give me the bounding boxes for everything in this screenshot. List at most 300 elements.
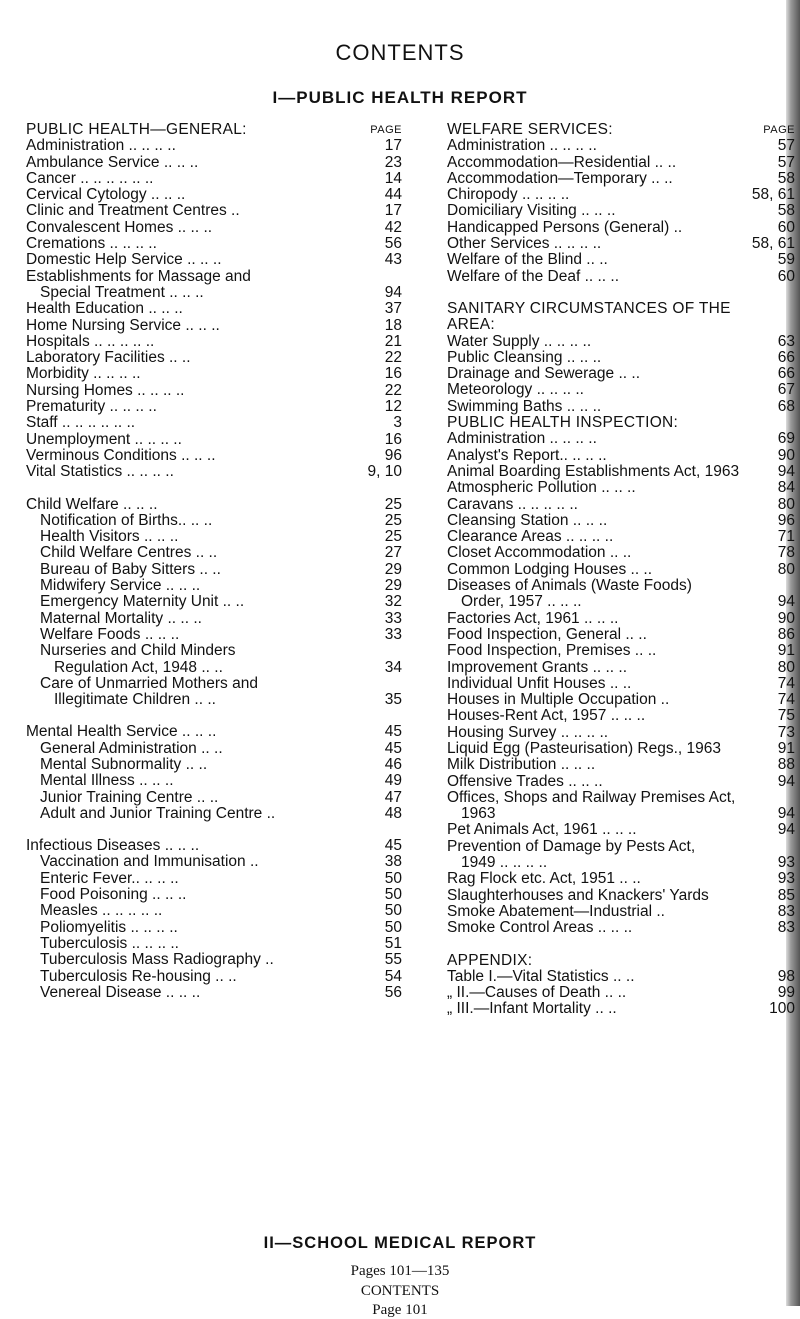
toc-page-number: 14 [384, 169, 402, 187]
toc-page-number: 60 [777, 267, 795, 285]
toc-entry [26, 545, 402, 561]
toc-section-heading [447, 415, 795, 431]
toc-page-number: 51 [384, 934, 402, 952]
toc-entry [26, 448, 402, 464]
toc-page-number: 25 [384, 495, 402, 513]
toc-page-number: 78 [777, 544, 795, 562]
toc-page-number: 16 [384, 365, 402, 383]
toc-entry [447, 643, 795, 659]
toc-entry-label: Pet Animals Act, 1961 .. .. .. [447, 821, 637, 839]
toc-entry [447, 350, 795, 366]
toc-entry-label: Diseases of Animals (Waste Foods) [447, 577, 692, 595]
toc-section-heading [447, 953, 795, 969]
toc-entry [447, 839, 795, 855]
toc-entry [26, 366, 402, 382]
toc-entry [26, 724, 402, 740]
toc-entry-label: Cancer .. .. .. .. .. .. [26, 169, 154, 187]
toc-entry-label: Other Services .. .. .. .. [447, 235, 602, 253]
toc-entry-label: Infectious Diseases .. .. .. [26, 837, 200, 855]
toc-entry-label: Swimming Baths .. .. .. [447, 397, 602, 415]
toc-entry-label: Accommodation—Temporary .. .. [447, 169, 673, 187]
toc-entry [26, 871, 402, 887]
part-one-heading: I—PUBLIC HEALTH REPORT [272, 88, 528, 107]
toc-entry-label: Cremations .. .. .. .. [26, 235, 157, 253]
part-two-page-ref: Page 101 [372, 1302, 428, 1318]
toc-entry [447, 790, 795, 806]
toc-page-number: 22 [384, 381, 402, 399]
toc-page-number: 43 [384, 251, 402, 269]
toc-entry [26, 269, 402, 285]
toc-entry-label: Food Inspection, General .. .. [447, 625, 647, 643]
toc-entry-label: General Administration .. .. [40, 739, 223, 757]
toc-entry [447, 904, 795, 920]
toc-page-number: 84 [777, 479, 795, 497]
toc-entry-label: Morbidity .. .. .. .. [26, 365, 141, 383]
toc-page-number: 57 [777, 153, 795, 171]
toc-entry-label: Offices, Shops and Railway Premises Act, [447, 788, 736, 806]
toc-entry [26, 741, 402, 757]
toc-page-number: 50 [384, 918, 402, 936]
toc-page-number: 16 [384, 430, 402, 448]
toc-entry [447, 1001, 795, 1017]
toc-entry [26, 318, 402, 334]
toc-entry [26, 383, 402, 399]
toc-page-number: 46 [384, 755, 402, 773]
toc-entry-label: APPENDIX: [447, 951, 533, 969]
page-column-header: PAGE [763, 124, 795, 136]
toc-page-number: 75 [777, 707, 795, 725]
toc-entry [26, 171, 402, 187]
toc-section-heading [26, 122, 402, 138]
toc-entry-label: Domestic Help Service .. .. .. [26, 251, 222, 269]
toc-entry-label: Welfare Foods .. .. .. [40, 625, 180, 643]
toc-entry [26, 285, 402, 301]
toc-entry-label: Clearance Areas .. .. .. .. [447, 528, 614, 546]
toc-page-number: 98 [777, 967, 795, 985]
toc-entry [447, 220, 795, 236]
toc-page-number: 58 [777, 202, 795, 220]
toc-page-number: 47 [384, 788, 402, 806]
toc-entry [26, 252, 402, 268]
toc-entry-label: Closet Accommodation .. .. [447, 544, 632, 562]
toc-page-number: 66 [777, 348, 795, 366]
page-title: CONTENTS [335, 40, 465, 65]
toc-entry-label: Emergency Maternity Unit .. .. [40, 593, 245, 611]
toc-entry [26, 757, 402, 773]
toc-page-number: 94 [777, 462, 795, 480]
toc-entry-label: Maternal Mortality .. .. .. [40, 609, 202, 627]
toc-entry [447, 464, 795, 480]
toc-entry-label: Smoke Abatement—Industrial .. [447, 902, 665, 920]
toc-entry-label: Child Welfare Centres .. .. [40, 544, 218, 562]
toc-entry [447, 676, 795, 692]
toc-entry-label: Illegitimate Children .. .. [54, 691, 216, 709]
toc-entry [447, 497, 795, 513]
toc-entry [447, 692, 795, 708]
toc-entry [447, 431, 795, 447]
toc-entry-label: Verminous Conditions .. .. .. [26, 446, 216, 464]
toc-entry-label: Poliomyelitis .. .. .. .. [40, 918, 178, 936]
toc-entry [447, 611, 795, 627]
toc-entry [26, 155, 402, 171]
toc-entry-label: Welfare of the Blind .. .. [447, 251, 608, 269]
toc-page-number: 91 [777, 739, 795, 757]
toc-entry [26, 692, 402, 708]
toc-page-number: 74 [777, 674, 795, 692]
toc-entry [447, 252, 795, 268]
toc-entry-label: Home Nursing Service .. .. .. [26, 316, 220, 334]
toc-page-number: 93 [777, 870, 795, 888]
toc-entry [447, 236, 795, 252]
toc-entry [447, 382, 795, 398]
toc-entry [26, 838, 402, 854]
toc-entry [447, 155, 795, 171]
toc-page-number: 94 [777, 772, 795, 790]
toc-page-number: 96 [777, 511, 795, 529]
toc-entry [447, 969, 795, 985]
toc-entry-label: PUBLIC HEALTH INSPECTION: [447, 414, 679, 432]
page-column-header: PAGE [370, 124, 402, 136]
toc-entry [26, 464, 402, 480]
toc-entry-label: 1963 [461, 805, 496, 823]
toc-entry-label: Junior Training Centre .. .. [40, 788, 219, 806]
toc-entry-label: Meteorology .. .. .. .. [447, 381, 584, 399]
toc-entry-label: 1949 .. .. .. .. [461, 854, 548, 872]
toc-page-number: 58, 61 [751, 186, 795, 204]
toc-page-number: 49 [384, 772, 402, 790]
toc-page-number: 17 [384, 202, 402, 220]
toc-page-number: 25 [384, 511, 402, 529]
toc-page-number: 59 [777, 251, 795, 269]
toc-entry-label: Drainage and Sewerage .. .. [447, 365, 641, 383]
toc-entry-label: Prevention of Damage by Pests Act, [447, 837, 696, 855]
toc-page-number: 73 [777, 723, 795, 741]
toc-page-number: 69 [777, 430, 795, 448]
toc-entry-label: Regulation Act, 1948 .. .. [54, 658, 223, 676]
toc-entry-label: Measles .. .. .. .. .. [40, 902, 163, 920]
toc-entry [26, 220, 402, 236]
toc-entry [26, 887, 402, 903]
toc-page-number: 55 [384, 951, 402, 969]
toc-entry-label: Mental Illness .. .. .. [40, 772, 174, 790]
toc-entry [447, 920, 795, 936]
toc-page-number: 58 [777, 169, 795, 187]
toc-entry [447, 171, 795, 187]
toc-entry-label: Venereal Disease .. .. .. [40, 983, 201, 1001]
toc-entry [26, 529, 402, 545]
toc-entry [26, 611, 402, 627]
toc-entry [26, 903, 402, 919]
toc-entry-label: Prematurity .. .. .. .. [26, 398, 157, 416]
toc-page-number: 96 [384, 446, 402, 464]
toc-page-number: 29 [384, 577, 402, 595]
toc-entry-label: „ III.—Infant Mortality .. .. [447, 1000, 617, 1018]
toc-page-number: 37 [384, 300, 402, 318]
toc-entry-label: Factories Act, 1961 .. .. .. [447, 609, 619, 627]
toc-entry [26, 627, 402, 643]
toc-entry [447, 725, 795, 741]
toc-page-number: 85 [777, 886, 795, 904]
toc-entry [447, 545, 795, 561]
toc-entry-label: Improvement Grants .. .. .. [447, 658, 628, 676]
part-two-heading: II—SCHOOL MEDICAL REPORT [263, 1234, 537, 1252]
toc-entry-label: Enteric Fever.. .. .. .. [40, 869, 179, 887]
toc-page-number: 99 [777, 984, 795, 1002]
toc-page-number: 88 [777, 756, 795, 774]
toc-entry-label: Handicapped Persons (General) .. [447, 218, 683, 236]
toc-entry-label: Administration .. .. .. .. [26, 137, 176, 155]
toc-entry-label: Water Supply .. .. .. .. [447, 332, 592, 350]
toc-entry [447, 627, 795, 643]
toc-entry [26, 203, 402, 219]
toc-entry [447, 187, 795, 203]
toc-page-number: 90 [777, 609, 795, 627]
toc-entry [447, 334, 795, 350]
toc-entry [26, 643, 402, 659]
toc-entry [26, 236, 402, 252]
toc-entry-label: Vaccination and Immunisation .. [40, 853, 259, 871]
toc-entry [447, 708, 795, 724]
toc-entry-label: Tuberculosis Mass Radiography .. [40, 951, 274, 969]
toc-entry-label: Food Poisoning .. .. .. [40, 886, 187, 904]
toc-section-heading [447, 122, 795, 138]
toc-page-number: 80 [777, 658, 795, 676]
toc-entry-label: Ambulance Service .. .. .. [26, 153, 199, 171]
toc-entry [26, 660, 402, 676]
toc-page-number: 38 [384, 853, 402, 871]
toc-entry [26, 985, 402, 1001]
toc-entry-label: Mental Health Service .. .. .. [26, 723, 217, 741]
toc-entry [447, 871, 795, 887]
toc-page-number: 66 [777, 365, 795, 383]
toc-entry [447, 269, 795, 285]
toc-entry [447, 806, 795, 822]
toc-page-number: 94 [777, 821, 795, 839]
toc-page-number: 71 [777, 528, 795, 546]
toc-right-column [447, 122, 795, 1018]
toc-entry-label: Chiropody .. .. .. .. [447, 186, 570, 204]
toc-entry [26, 854, 402, 870]
toc-entry [447, 660, 795, 676]
toc-page-number: 21 [384, 332, 402, 350]
toc-entry-label: Special Treatment .. .. .. [40, 283, 204, 301]
toc-entry-label: Milk Distribution .. .. .. [447, 756, 596, 774]
toc-page-number: 18 [384, 316, 402, 334]
toc-entry-label: Houses-Rent Act, 1957 .. .. .. [447, 707, 646, 725]
toc-entry-label: Order, 1957 .. .. .. [461, 593, 582, 611]
toc-page-number: 67 [777, 381, 795, 399]
toc-entry-label: Individual Unfit Houses .. .. [447, 674, 632, 692]
toc-page-number: 50 [384, 886, 402, 904]
toc-entry [26, 773, 402, 789]
toc-entry-label: Welfare of the Deaf .. .. .. [447, 267, 620, 285]
toc-page-number: 45 [384, 723, 402, 741]
toc-entry-label: Child Welfare .. .. .. [26, 495, 158, 513]
toc-entry [26, 594, 402, 610]
toc-entry [447, 985, 795, 1001]
toc-entry-label: Hospitals .. .. .. .. .. [26, 332, 155, 350]
toc-page-number: 17 [384, 137, 402, 155]
toc-entry [447, 822, 795, 838]
toc-page-number: 22 [384, 349, 402, 367]
toc-entry [26, 432, 402, 448]
toc-entry-label: Analyst's Report.. .. .. .. [447, 446, 607, 464]
toc-page-number: 57 [777, 137, 795, 155]
toc-page-number: 93 [777, 854, 795, 872]
toc-entry-label: Establishments for Massage and [26, 267, 251, 285]
toc-entry-label: Rag Flock etc. Act, 1951 .. .. [447, 870, 641, 888]
toc-entry-label: Animal Boarding Establishments Act, 1963 [447, 462, 740, 480]
toc-entry [447, 594, 795, 610]
toc-entry [447, 741, 795, 757]
toc-page-number: 58, 61 [751, 235, 795, 253]
toc-entry [447, 774, 795, 790]
toc-entry-label: Convalescent Homes .. .. .. [26, 218, 213, 236]
toc-entry-label: Cervical Cytology .. .. .. [26, 186, 186, 204]
section-spacer [26, 481, 402, 497]
toc-page-number: 86 [777, 625, 795, 643]
toc-entry [447, 888, 795, 904]
toc-page-number: 94 [777, 593, 795, 611]
toc-entry-label: Liquid Egg (Pasteurisation) Regs., 1963 [447, 739, 721, 757]
toc-page-number: 68 [777, 397, 795, 415]
toc-page-number: 12 [384, 398, 402, 416]
toc-entry-label: Midwifery Service .. .. .. [40, 577, 201, 595]
toc-page-number: 9, 10 [367, 463, 402, 481]
toc-entry [26, 415, 402, 431]
toc-page-number: 56 [384, 983, 402, 1001]
toc-page-number: 34 [384, 658, 402, 676]
toc-entry-label: Mental Subnormality .. .. [40, 755, 208, 773]
toc-entry [447, 138, 795, 154]
toc-entry-label: SANITARY CIRCUMSTANCES OF THE [447, 299, 731, 317]
toc-page-number: 100 [769, 1000, 795, 1018]
toc-page-number: 50 [384, 869, 402, 887]
toc-entry [26, 920, 402, 936]
toc-entry-label: Vital Statistics .. .. .. .. [26, 463, 174, 481]
toc-entry [447, 399, 795, 415]
toc-page-number: 3 [393, 414, 402, 432]
toc-entry-label: Cleansing Station .. .. .. [447, 511, 608, 529]
section-spacer [26, 822, 402, 838]
toc-entry [447, 578, 795, 594]
toc-entry [26, 578, 402, 594]
toc-entry-label: Domiciliary Visiting .. .. .. [447, 202, 616, 220]
toc-page-number: 83 [777, 902, 795, 920]
toc-page-number: 33 [384, 609, 402, 627]
section-spacer [26, 708, 402, 724]
toc-entry-label: Clinic and Treatment Centres .. [26, 202, 240, 220]
toc-page-number: 48 [384, 804, 402, 822]
toc-entry-label: Bureau of Baby Sitters .. .. [40, 560, 221, 578]
toc-entry-label: Adult and Junior Training Centre .. [40, 804, 276, 822]
toc-entry-label: Atmospheric Pollution .. .. .. [447, 479, 636, 497]
toc-entry [447, 529, 795, 545]
toc-entry [447, 562, 795, 578]
toc-page-number: 29 [384, 560, 402, 578]
toc-entry [26, 936, 402, 952]
toc-entry-label: Laboratory Facilities .. .. [26, 349, 191, 367]
toc-entry [26, 969, 402, 985]
toc-page-number: 33 [384, 625, 402, 643]
toc-entry-label: Caravans .. .. .. .. .. [447, 495, 578, 513]
toc-page-number: 83 [777, 919, 795, 937]
toc-entry-label: WELFARE SERVICES: [447, 121, 613, 138]
toc-entry-label: Housing Survey .. .. .. .. [447, 723, 609, 741]
toc-entry-label: Smoke Control Areas .. .. .. [447, 919, 633, 937]
toc-entry-label: Administration .. .. .. .. [447, 430, 597, 448]
toc-page-number: 63 [777, 332, 795, 350]
part-two-pages: Pages 101—135 [350, 1263, 450, 1279]
toc-page-number: 80 [777, 495, 795, 513]
toc-page-number: 80 [777, 560, 795, 578]
toc-entry-label: Unemployment .. .. .. .. [26, 430, 182, 448]
toc-entry [26, 138, 402, 154]
toc-page-number: 42 [384, 218, 402, 236]
toc-entry-label: Health Education .. .. .. [26, 300, 183, 318]
toc-entry [447, 480, 795, 496]
toc-entry-label: Care of Unmarried Mothers and [40, 674, 258, 692]
toc-page-number: 90 [777, 446, 795, 464]
toc-entry-label: „ II.—Causes of Death .. .. [447, 984, 627, 1002]
toc-entry-label: Notification of Births.. .. .. [40, 511, 213, 529]
part-two-contents-label: CONTENTS [360, 1283, 440, 1299]
toc-page-number: 50 [384, 902, 402, 920]
toc-entry-label: Slaughterhouses and Knackers' Yards [447, 886, 709, 904]
toc-page-number: 44 [384, 186, 402, 204]
toc-entry [26, 399, 402, 415]
toc-entry [26, 952, 402, 968]
toc-left-column [26, 122, 402, 1001]
toc-page-number: 94 [384, 283, 402, 301]
toc-page-number: 94 [777, 805, 795, 823]
toc-page-number: 91 [777, 642, 795, 660]
toc-entry-label: Houses in Multiple Occupation .. [447, 691, 670, 709]
toc-page-number: 32 [384, 593, 402, 611]
toc-page-number: 74 [777, 691, 795, 709]
toc-entry [447, 203, 795, 219]
toc-entry [26, 806, 402, 822]
toc-entry-label: Health Visitors .. .. .. [40, 528, 179, 546]
toc-page-number: 56 [384, 235, 402, 253]
toc-page-number: 45 [384, 837, 402, 855]
toc-page-number: 54 [384, 967, 402, 985]
toc-page-number: 27 [384, 544, 402, 562]
toc-entry [447, 757, 795, 773]
toc-entry-label: Tuberculosis .. .. .. .. [40, 934, 179, 952]
toc-entry-label: AREA: [447, 316, 496, 334]
toc-entry [26, 497, 402, 513]
toc-entry-label: Nurseries and Child Minders [40, 642, 236, 660]
toc-entry [26, 301, 402, 317]
toc-page-number: 35 [384, 691, 402, 709]
toc-entry-label: Offensive Trades .. .. .. [447, 772, 603, 790]
toc-entry-label: Tuberculosis Re-housing .. .. [40, 967, 237, 985]
toc-page-number: 25 [384, 528, 402, 546]
toc-entry-label: Table I.—Vital Statistics .. .. [447, 967, 635, 985]
toc-entry [26, 513, 402, 529]
toc-entry [447, 366, 795, 382]
section-spacer [447, 285, 795, 301]
toc-entry-label: Administration .. .. .. .. [447, 137, 597, 155]
toc-entry-label: Accommodation—Residential .. .. [447, 153, 677, 171]
section-spacer [447, 937, 795, 953]
toc-page-number: 60 [777, 218, 795, 236]
toc-entry-label: Staff .. .. .. .. .. .. [26, 414, 136, 432]
toc-entry [447, 448, 795, 464]
toc-entry [26, 790, 402, 806]
toc-entry [26, 562, 402, 578]
